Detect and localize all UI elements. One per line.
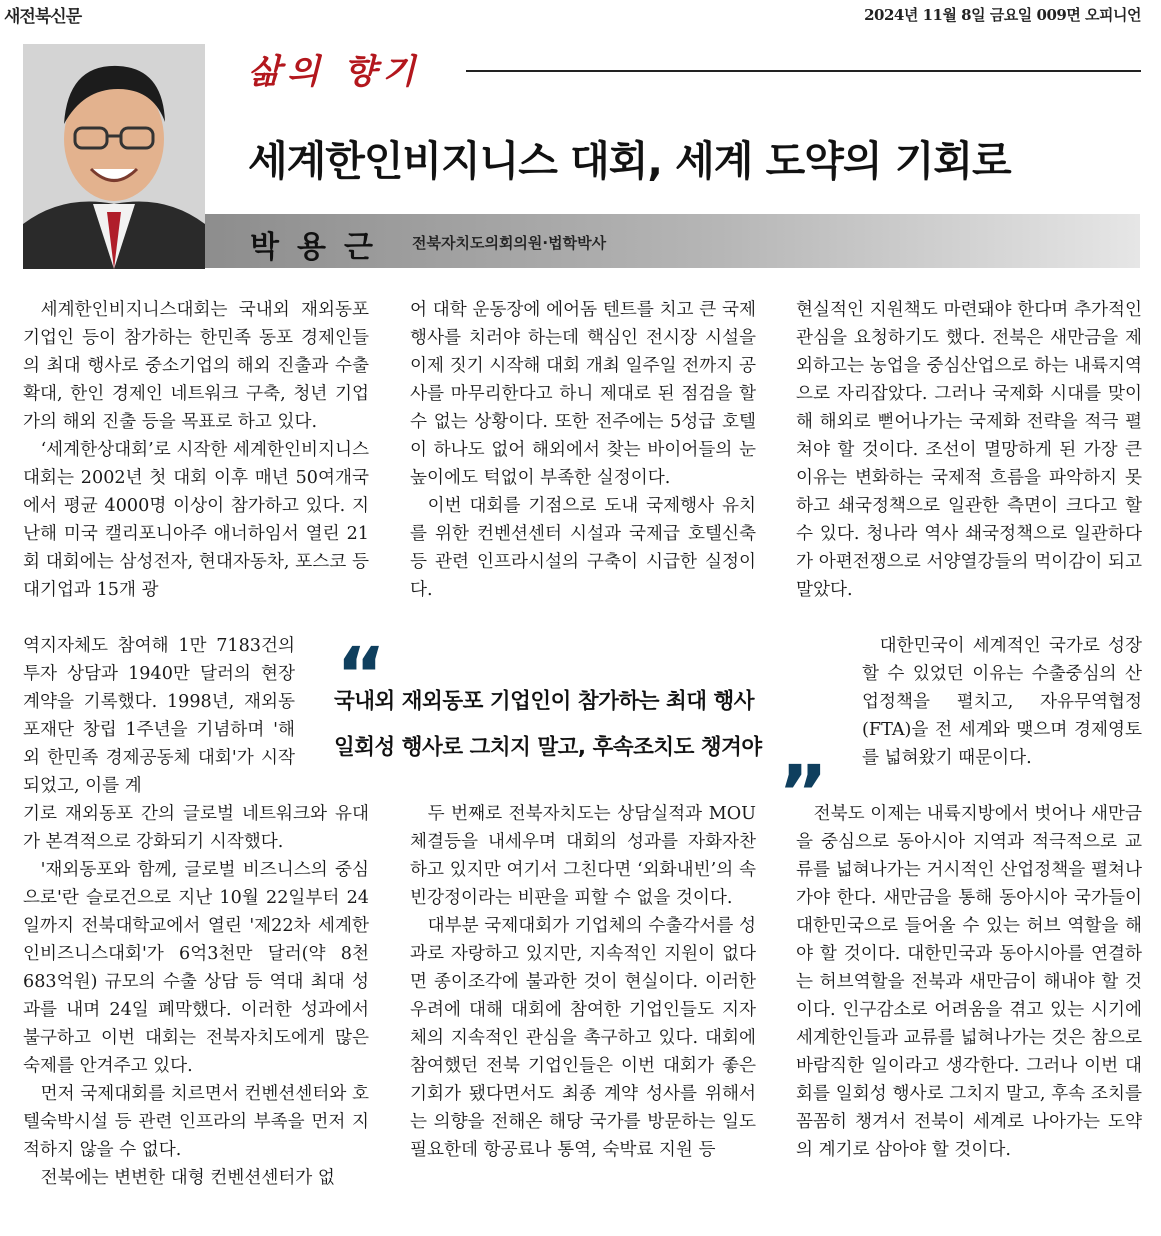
author-name: 박용근	[250, 230, 391, 265]
paragraph-continued: 역지자체도 참여해 1만 7183건의 투자 상담과 1940만 달러의 현장 계약을 기록했다. 1998년, 재외동포재단 창립 1주년을 기념하며 '해외 한민족 경제공동체 대회'가 시작되었고, 이를 계	[23, 636, 295, 796]
paragraph: 먼저 국제대회를 치르면서 컨벤션센터와 호텔숙박시설 등 관련 인프라의 부족을 먼저 지적하지 않을 수 없다.	[23, 1084, 369, 1160]
newspaper-masthead: 새전북신문	[4, 7, 82, 27]
pull-quote-line-1: 국내외 재외동포 기업인이 참가하는 최대 행사	[334, 689, 755, 714]
body-column-2-lower	[410, 800, 756, 1164]
column-series-title: 삶의 향기	[248, 52, 422, 92]
body-column-1	[23, 296, 369, 604]
paragraph: '재외동포와 함께, 글로벌 비즈니스의 중심으로'란 슬로건으로 지난 10월 22일부터 24일까지 전북대학교에서 열린 '제22차 세계한인비즈니스대회'가 6억3천만 달러(약 8천683억원) 규모의 수출 상담 등 역대 최대 성과를 내며 24일 폐막했다. 이러한 성과에서 불구하고 이번 대회는 전북자치도에게 많은 숙제를 안겨주고 있다.	[23, 860, 369, 1076]
pull-quote-line-2: 일회성 행사로 그치지 말고, 후속조치도 챙겨야	[334, 735, 762, 760]
paragraph-continued: 현실적인 지원책도 마련돼야 한다며 추가적인 관심을 요청하기도 했다. 전북은 새만금을 제외하고는 농업을 중심산업으로 하는 내륙지역으로 자리잡았다. 그러나 국제화 시대를 맞이해 해외로 뻗어나가는 국제화 전략을 적극 펼쳐야 할 것이다. 조선이 멸망하게 된 가장 큰 이유는 변화하는 국제적 흐름을 파악하지 못하고 쇄국정책으로 일관한 측면이 크다고 할 수 있다. 청나라 역사 쇄국정책으로 일관하다가 아편전쟁으로 서양열강들의 먹이감이 되고 말았다.	[796, 300, 1142, 600]
paragraph: 이번 대회를 기점으로 도내 국제행사 유치를 위한 컨벤션센터 시설과 국제급 호텔신축등 관련 인프라시설의 구축이 시급한 실정이다.	[410, 496, 756, 600]
body-column-3-lower	[796, 800, 1142, 1164]
paragraph-continued: 기로 재외동포 간의 글로벌 네트워크와 유대가 본격적으로 강화되기 시작했다.	[23, 804, 369, 852]
paragraph: 전북도 이제는 내륙지방에서 벗어나 새만금을 중심으로 동아시아 지역과 적극적으로 교류를 넓혀나가는 거시적인 산업정책을 펼쳐나가야 한다. 새만금을 통해 동아시아 국가들이 대한민국으로 들어올 수 있는 허브 역할을 해야 할 것이다. 대한민국과 동아시아를 연결하는 허브역할을 전북과 새만금이 해내야 할 것이다. 인구감소로 어려움을 겪고 있는 시기에 세계한인들과 교류를 넓혀나가는 것은 참으로 바람직한 일이라고 생각한다. 그러나 이번 대회를 일회성 행사로 그치지 말고, 후속 조치를 꼼꼼히 챙겨서 전북이 세계로 나아가는 도약의 계기로 삼아야 할 것이다.	[796, 804, 1142, 1160]
author-portrait-icon	[23, 44, 205, 269]
paragraph: 세계한인비지니스대회는 국내외 재외동포 기업인 등이 참가하는 한민족 동포 경제인들의 최대 행사로 중소기업의 해외 진출과 수출 확대, 한인 경제인 네트워크 구축, 청년 기업가의 해외 진출 등을 목표로 하고 있다.	[23, 300, 369, 432]
body-column-1-wrap	[23, 632, 295, 800]
paragraph: 전북에는 변변한 대형 컨벤션센터가 없	[40, 1168, 335, 1188]
body-column-3	[796, 296, 1142, 604]
paragraph: 대부분 국제대회가 기업체의 수출각서를 성과로 자랑하고 있지만, 지속적인 지원이 없다면 종이조각에 불과한 것이 현실이다. 이러한 우려에 대해 대회에 참여한 기업인들도 지자체의 지속적인 관심을 촉구하고 있다. 대회에 참여했던 전북 기업인들은 이번 대회가 좋은 기회가 됐다면서도 최종 계약 성사를 위해서는 의향을 전해온 해당 국가를 방문하는 일도 필요한데 항공료나 통역, 숙박료 지원 등	[410, 916, 756, 1160]
paragraph: 대한민국이 세계적인 국가로 성장할 수 있었던 이유는 수출중심의 산업정책을 펼치고, 자유무역협정(FTA)을 전 세계와 맺으며 경제영토를 넓혀왔기 때문이다.	[862, 636, 1142, 768]
dateline: 2024년 11월 8일 금요일 009면 오피니언	[864, 6, 1141, 24]
paragraph-continued: 어 대학 운동장에 에어돔 텐트를 치고 큰 국제 행사를 치러야 하는데 핵심인 전시장 시설을 이제 짓기 시작해 대회 개최 일주일 전까지 공사를 마무리한다고 하니 제대로 된 점검을 할 수 없는 상황이다. 또한 전주에는 5성급 호텔이 하나도 없어 해외에서 찾는 바이어들의 눈높이에도 턱없이 부족한 실정이다.	[410, 300, 756, 488]
author-title: 전북자치도의회의원·법학박사	[412, 234, 607, 252]
body-column-1-lower	[23, 800, 369, 1192]
header-rule	[466, 70, 1141, 72]
article-headline: 세계한인비지니스 대회, 세계 도약의 기회로	[248, 137, 1011, 185]
paragraph: ‘세계한상대회’로 시작한 세계한인비지니스대회는 2002년 첫 대회 이후 매년 50여개국에서 평균 4000명 이상이 참가하고 있다. 지난해 미국 캘리포니아주 애너하임서 열린 21회 대회에는 삼성전자, 현대자동차, 포스코 등 대기업과 15개 광	[23, 440, 369, 600]
close-quote-icon: ”	[778, 748, 828, 837]
paragraph: 두 번째로 전북자치도는 상담실적과 MOU체결등을 내세우며 대회의 성과를 자화자찬 하고 있지만 여기서 그친다면 ‘외화내빈’의 속빈강정이라는 비판을 피할 수 없을 것이다.	[410, 804, 756, 908]
author-photo	[23, 44, 205, 269]
body-column-2	[410, 296, 756, 604]
body-column-3-wrap	[862, 632, 1142, 772]
open-quote-icon: “	[336, 630, 386, 719]
